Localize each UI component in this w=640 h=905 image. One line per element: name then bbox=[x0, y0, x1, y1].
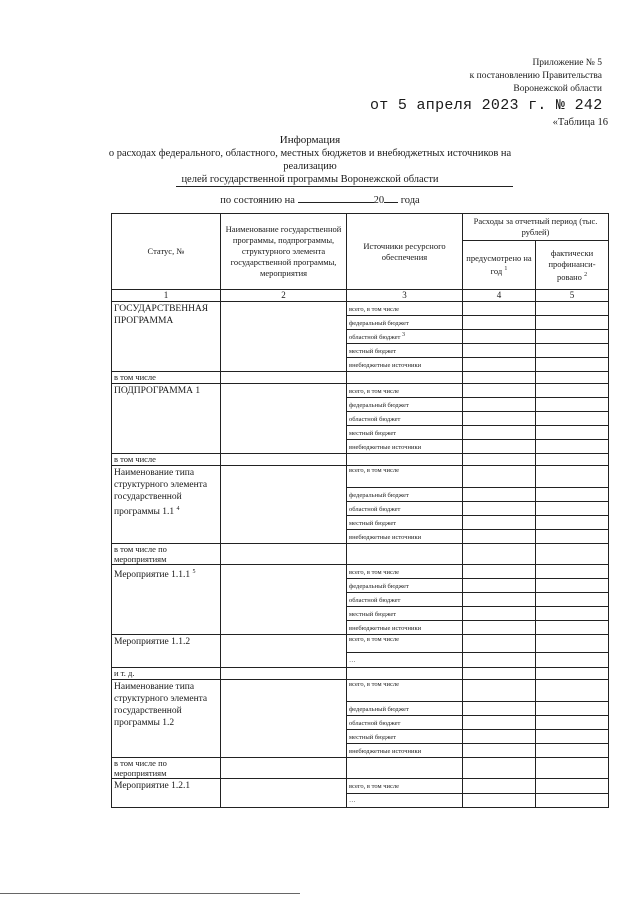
name-cell bbox=[221, 454, 347, 466]
src-local: местный бюджет bbox=[347, 516, 463, 530]
value-cell bbox=[463, 579, 536, 593]
header-status: Статус, № bbox=[112, 214, 221, 290]
header-row-1 bbox=[112, 214, 609, 241]
row-event-1-2-1: Мероприятие 1.2.1 bbox=[112, 779, 221, 808]
name-cell bbox=[221, 635, 347, 668]
value-cell bbox=[463, 384, 536, 398]
src-federal: федеральный бюджет bbox=[347, 398, 463, 412]
row-structural-element-1-1 bbox=[112, 466, 221, 544]
value-cell bbox=[463, 758, 536, 779]
value-cell bbox=[536, 668, 609, 680]
header-expenses: Расходы за отчетный период (тыс. рублей) bbox=[463, 214, 609, 241]
value-cell bbox=[536, 530, 609, 544]
heading-line-2: целей государственной программы Воронежской области bbox=[181, 174, 439, 185]
row-state-program: ГОСУДАРСТВЕННАЯ ПРОГРАММА bbox=[112, 302, 221, 372]
value-cell bbox=[536, 488, 609, 502]
row-event-1-1-1 bbox=[112, 565, 221, 635]
header-planned-label: предусмотрено на год bbox=[466, 253, 532, 276]
src-extra: внебюджетные источники bbox=[347, 358, 463, 372]
value-cell bbox=[536, 652, 609, 667]
value-cell bbox=[463, 635, 536, 653]
value-cell bbox=[463, 565, 536, 579]
src-cell bbox=[347, 544, 463, 565]
src-ellipsis: … bbox=[347, 652, 463, 667]
name-cell bbox=[221, 758, 347, 779]
col-number-1: 1 bbox=[112, 290, 221, 302]
value-cell bbox=[463, 730, 536, 744]
src-total: всего, в том числе bbox=[347, 565, 463, 579]
date-blank bbox=[298, 192, 374, 203]
src-cell bbox=[347, 454, 463, 466]
src-extra: внебюджетные источники bbox=[347, 744, 463, 758]
value-cell bbox=[536, 793, 609, 808]
value-cell bbox=[536, 372, 609, 384]
value-cell bbox=[536, 302, 609, 316]
value-cell bbox=[463, 330, 536, 344]
name-cell bbox=[221, 565, 347, 635]
src-regional: областной бюджет bbox=[347, 502, 463, 516]
name-cell bbox=[221, 302, 347, 372]
name-cell bbox=[221, 372, 347, 384]
value-cell bbox=[463, 607, 536, 621]
value-cell bbox=[463, 793, 536, 808]
value-cell bbox=[463, 344, 536, 358]
appendix-line-3: Воронежской области bbox=[513, 84, 602, 94]
appendix-note bbox=[362, 57, 602, 96]
src-extra: внебюджетные источники bbox=[347, 621, 463, 635]
value-cell bbox=[536, 398, 609, 412]
value-cell bbox=[536, 454, 609, 466]
table-row bbox=[112, 680, 609, 702]
value-cell bbox=[536, 716, 609, 730]
heading-line-1: о расходах федерального, областного, местных бюджетов и внебюджетных источников на реализацию bbox=[108, 148, 512, 172]
header-name: Наименование государственной программы, подпрограммы, структурного элемента государственной программы, мероприятия bbox=[221, 214, 347, 290]
appendix-line-2: к постановлению Правительства bbox=[469, 71, 602, 81]
table-row bbox=[112, 635, 609, 653]
col-number-4: 4 bbox=[463, 290, 536, 302]
value-cell bbox=[536, 426, 609, 440]
value-cell bbox=[536, 621, 609, 635]
value-cell bbox=[463, 454, 536, 466]
name-cell bbox=[221, 466, 347, 544]
value-cell bbox=[536, 565, 609, 579]
row-event-1-1-1-label: Мероприятие 1.1.1 bbox=[114, 570, 191, 581]
src-regional: областной бюджет bbox=[347, 716, 463, 730]
src-cell bbox=[347, 758, 463, 779]
table-row bbox=[112, 758, 609, 779]
value-cell bbox=[463, 502, 536, 516]
status-date-suffix: года bbox=[400, 195, 420, 206]
row-including-events: в том числе по мероприятиям bbox=[112, 544, 221, 565]
value-cell bbox=[536, 384, 609, 398]
table-row bbox=[112, 302, 609, 316]
table-row bbox=[112, 668, 609, 680]
decree-date-stamp: от 5 апреля 2023 г. № 242 bbox=[370, 97, 603, 114]
value-cell bbox=[536, 412, 609, 426]
table-row bbox=[112, 544, 609, 565]
name-cell bbox=[221, 680, 347, 758]
src-extra: внебюджетные источники bbox=[347, 440, 463, 454]
value-cell bbox=[536, 516, 609, 530]
value-cell bbox=[463, 779, 536, 794]
value-cell bbox=[536, 730, 609, 744]
value-cell bbox=[463, 398, 536, 412]
column-number-row bbox=[112, 290, 609, 302]
src-federal: федеральный бюджет bbox=[347, 702, 463, 716]
year-prefix: 20 bbox=[373, 195, 385, 206]
header-sources: Источники ресурсного обеспечения bbox=[347, 214, 463, 290]
row-subprogram-1: ПОДПРОГРАММА 1 bbox=[112, 384, 221, 454]
row-etc: и т. д. bbox=[112, 668, 221, 680]
table-row bbox=[112, 384, 609, 398]
footnote-5: 5 bbox=[192, 569, 196, 575]
footnote-3: 3 bbox=[401, 332, 405, 339]
name-cell bbox=[221, 779, 347, 808]
value-cell bbox=[536, 680, 609, 702]
table-row bbox=[112, 779, 609, 794]
src-cell bbox=[347, 372, 463, 384]
value-cell bbox=[463, 372, 536, 384]
name-underline bbox=[176, 186, 513, 187]
value-cell bbox=[463, 516, 536, 530]
value-cell bbox=[463, 316, 536, 330]
value-cell bbox=[463, 426, 536, 440]
src-extra: внебюджетные источники bbox=[347, 530, 463, 544]
value-cell bbox=[536, 466, 609, 488]
value-cell bbox=[536, 330, 609, 344]
table-row bbox=[112, 454, 609, 466]
src-total: всего, в том числе bbox=[347, 384, 463, 398]
row-including: в том числе bbox=[112, 372, 221, 384]
src-local: местный бюджет bbox=[347, 344, 463, 358]
src-cell bbox=[347, 668, 463, 680]
value-cell bbox=[463, 593, 536, 607]
value-cell bbox=[463, 440, 536, 454]
value-cell bbox=[536, 702, 609, 716]
value-cell bbox=[536, 607, 609, 621]
value-cell bbox=[463, 488, 536, 502]
value-cell bbox=[463, 412, 536, 426]
value-cell bbox=[536, 635, 609, 653]
footnote-2: 2 bbox=[584, 271, 588, 278]
value-cell bbox=[536, 316, 609, 330]
year-blank bbox=[384, 192, 398, 203]
row-including-events: в том числе по мероприятиям bbox=[112, 758, 221, 779]
page-bottom-line bbox=[0, 893, 300, 894]
value-cell bbox=[463, 530, 536, 544]
value-cell bbox=[536, 358, 609, 372]
heading-title: Информация bbox=[279, 134, 341, 146]
col-number-3: 3 bbox=[347, 290, 463, 302]
table-row bbox=[112, 372, 609, 384]
src-total: всего, в том числе bbox=[347, 466, 463, 488]
table-number: «Таблица 16 bbox=[552, 117, 608, 128]
value-cell bbox=[463, 466, 536, 488]
value-cell bbox=[463, 358, 536, 372]
status-date-prefix: по состоянию на bbox=[220, 195, 295, 206]
row-structural-element-1-1-label: Наименование типа структурного элемента государственной программы 1.1 bbox=[114, 468, 208, 518]
footnote-1: 1 bbox=[504, 266, 508, 273]
table-row bbox=[112, 565, 609, 579]
src-total: всего, в том числе bbox=[347, 302, 463, 316]
src-total: всего, в том числе bbox=[347, 779, 463, 794]
value-cell bbox=[463, 702, 536, 716]
name-cell bbox=[221, 544, 347, 565]
value-cell bbox=[463, 621, 536, 635]
header-planned bbox=[463, 241, 536, 290]
src-regional-label: областной бюджет bbox=[349, 334, 401, 342]
src-regional: областной бюджет bbox=[347, 593, 463, 607]
src-federal: федеральный бюджет bbox=[347, 316, 463, 330]
value-cell bbox=[536, 502, 609, 516]
src-federal: федеральный бюджет bbox=[347, 488, 463, 502]
value-cell bbox=[536, 579, 609, 593]
value-cell bbox=[463, 744, 536, 758]
header-actual-label: фактически профинанси-ровано bbox=[548, 247, 596, 282]
value-cell bbox=[536, 544, 609, 565]
value-cell bbox=[463, 668, 536, 680]
src-total: всего, в том числе bbox=[347, 680, 463, 702]
name-cell bbox=[221, 668, 347, 680]
value-cell bbox=[463, 680, 536, 702]
expenses-table bbox=[111, 213, 609, 808]
value-cell bbox=[536, 744, 609, 758]
src-ellipsis: … bbox=[347, 793, 463, 808]
row-event-1-1-2: Мероприятие 1.1.2 bbox=[112, 635, 221, 668]
row-structural-element-1-2: Наименование типа структурного элемента государственной программы 1.2 bbox=[112, 680, 221, 758]
appendix-line-1: Приложение № 5 bbox=[532, 58, 602, 68]
status-date-line bbox=[120, 192, 520, 206]
header-actual bbox=[536, 241, 609, 290]
value-cell bbox=[463, 716, 536, 730]
table-row bbox=[112, 466, 609, 488]
src-local: местный бюджет bbox=[347, 607, 463, 621]
value-cell bbox=[536, 758, 609, 779]
src-regional: областной бюджет bbox=[347, 412, 463, 426]
document-heading bbox=[100, 134, 520, 186]
name-cell bbox=[221, 384, 347, 454]
src-total: всего, в том числе bbox=[347, 635, 463, 653]
col-number-2: 2 bbox=[221, 290, 347, 302]
value-cell bbox=[536, 593, 609, 607]
src-regional bbox=[347, 330, 463, 344]
value-cell bbox=[536, 440, 609, 454]
value-cell bbox=[463, 652, 536, 667]
src-federal: федеральный бюджет bbox=[347, 579, 463, 593]
src-local: местный бюджет bbox=[347, 426, 463, 440]
footnote-4: 4 bbox=[176, 506, 180, 512]
value-cell bbox=[463, 302, 536, 316]
src-local: местный бюджет bbox=[347, 730, 463, 744]
value-cell bbox=[536, 779, 609, 794]
col-number-5: 5 bbox=[536, 290, 609, 302]
row-including: в том числе bbox=[112, 454, 221, 466]
value-cell bbox=[536, 344, 609, 358]
value-cell bbox=[463, 544, 536, 565]
